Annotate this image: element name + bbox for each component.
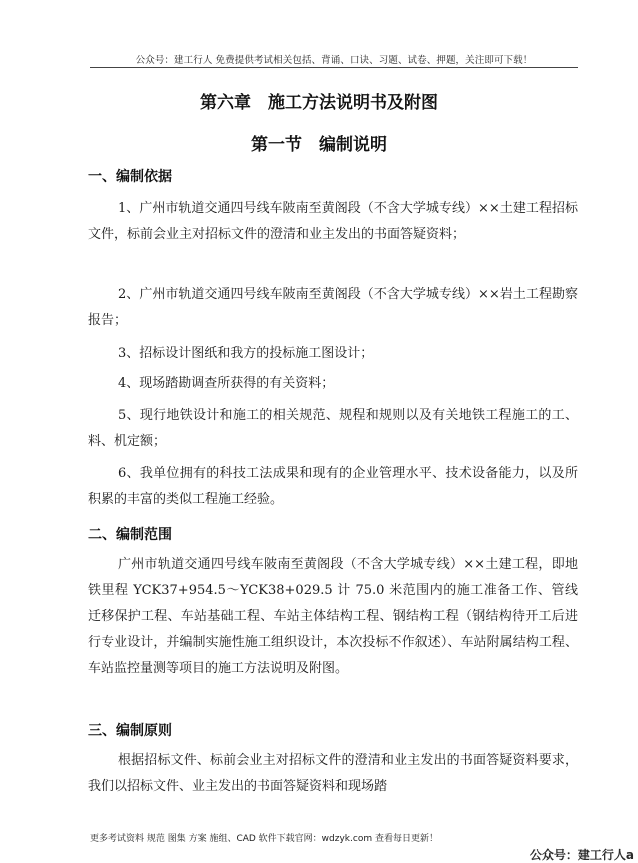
watermark-text: 公众号：建工行人a (529, 848, 634, 862)
section-heading-principles: 三、编制原则 (88, 723, 172, 739)
basis-item-5: 5、现行地铁设计和施工的相关规范、规程和规则以及有关地铁工程施工的工、料、机定额； (88, 408, 578, 449)
header-divider (90, 67, 578, 68)
header-note: 公众号：建工行人 免费提供考试相关包括、背诵、口诀、习题、试卷、押题，关注即可下载！ (135, 55, 533, 66)
basis-item-2: 2、广州市轨道交通四号线车陂南至黄阁段（不含大学城专线）××岩土工程勘察报告； (88, 287, 578, 328)
footer-note: 更多考试资料 规范 图集 方案 施组、CAD 软件下载官网：wdzyk.com 查看每日更新！ (90, 834, 438, 844)
basis-item-1: 1、广州市轨道交通四号线车陂南至黄阁段（不含大学城专线）××土建工程招标文件，标前会业主对招标文件的澄清和业主发出的书面答疑资料； (88, 201, 578, 242)
basis-item-6: 6、我单位拥有的科技工法成果和现有的企业管理水平、技术设备能力，以及所积累的丰富的类似工程施工经验。 (88, 466, 578, 507)
principles-paragraph: 根据招标文件、标前会业主对招标文件的澄清和业主发出的书面答疑资料要求，我们以招标文件、业主发出的书面答疑资料和现场踏 (88, 753, 578, 794)
chapter-title: 第六章 施工方法说明书及附图 (200, 93, 438, 113)
basis-item-3: 3、招标设计图纸和我方的投标施工图设计； (118, 346, 374, 361)
basis-item-4: 4、现场踏勘调查所获得的有关资料； (118, 376, 335, 391)
section-heading-scope: 二、编制范围 (88, 527, 172, 543)
section-heading-basis: 一、编制依据 (88, 169, 172, 185)
scope-paragraph: 广州市轨道交通四号线车陂南至黄阁段（不含大学城专线）××土建工程，即地铁里程 YCK37+954.5～YCK38+029.5 计 75.0 米范围内的施工准备工作、管线迁移保护工程、车站基础工程、车站主体结构工程、钢结构工程（钢结构待开工后进行专业设计，并编制实施性施工组织设计，本次投标不作叙述）、车站附属结构工程、车站监控量测等项目的施工方法说明及附图。 (88, 557, 578, 676)
section-title: 第一节 编制说明 (251, 135, 387, 155)
